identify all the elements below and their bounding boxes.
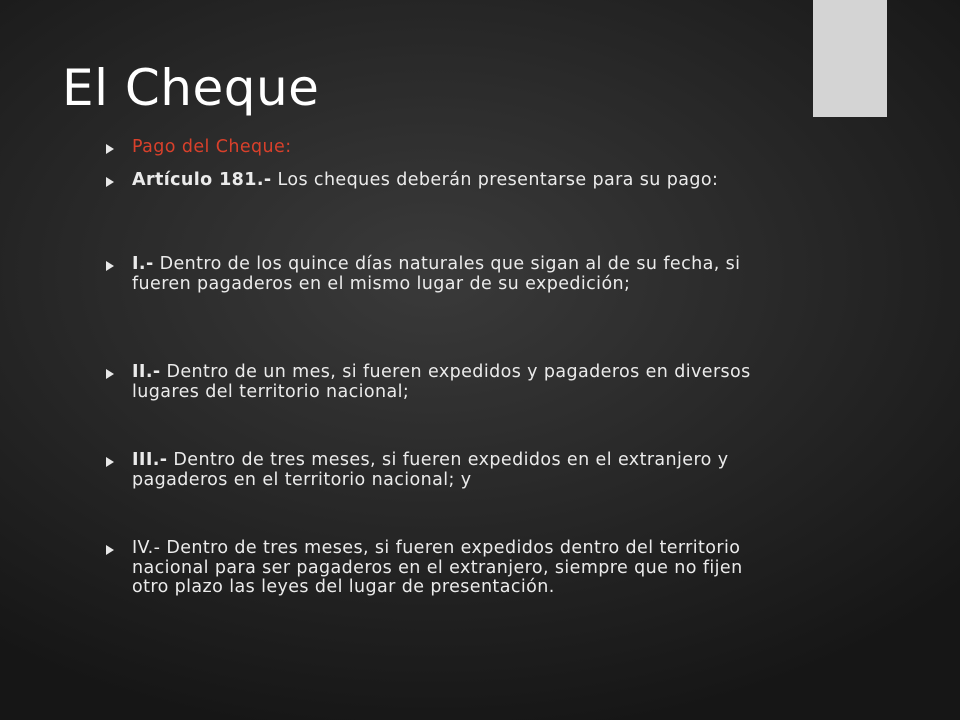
bullet-lead: III.- — [132, 450, 168, 470]
slide-title: El Cheque — [62, 59, 320, 117]
bullet-lead: Artículo 181.- — [132, 170, 272, 190]
arrow-bullet-icon — [106, 545, 114, 555]
bullet-text — [132, 171, 782, 191]
arrow-bullet-icon — [106, 261, 114, 271]
arrow-bullet-icon — [106, 144, 114, 154]
arrow-bullet-icon — [106, 177, 114, 187]
bullet-text-body: Dentro de los quince días naturales que sigan al de su fecha, si fueren pagaderos en el mismo lugar de su expedición; — [132, 254, 741, 294]
bullet-lead: II.- — [132, 362, 161, 382]
bullet-text — [132, 539, 782, 598]
arrow-bullet-icon — [106, 457, 114, 467]
arrow-bullet-icon — [106, 369, 114, 379]
bullet-text-body: Dentro de tres meses, si fueren expedidos en el extranjero y pagaderos en el territorio nacional; y — [132, 450, 729, 490]
bullet-text-body: IV.- Dentro de tres meses, si fueren expedidos dentro del territorio nacional para ser pagaderos en el extranjero, siempre que no fijen otro plazo las leyes del lugar de presentación. — [132, 538, 743, 597]
bullet-text — [132, 363, 782, 402]
bullet-text-body: Pago del Cheque: — [132, 137, 292, 157]
bullet-text-body: Dentro de un mes, si fueren expedidos y pagaderos en diversos lugares del territorio nacional; — [132, 362, 751, 402]
bullet-text — [132, 138, 782, 158]
bullet-lead: I.- — [132, 254, 154, 274]
bullet-text — [132, 451, 782, 490]
bullet-text-body: Los cheques deberán presentarse para su pago: — [271, 170, 719, 190]
bullet-text — [132, 255, 782, 294]
corner-decoration — [813, 0, 887, 117]
